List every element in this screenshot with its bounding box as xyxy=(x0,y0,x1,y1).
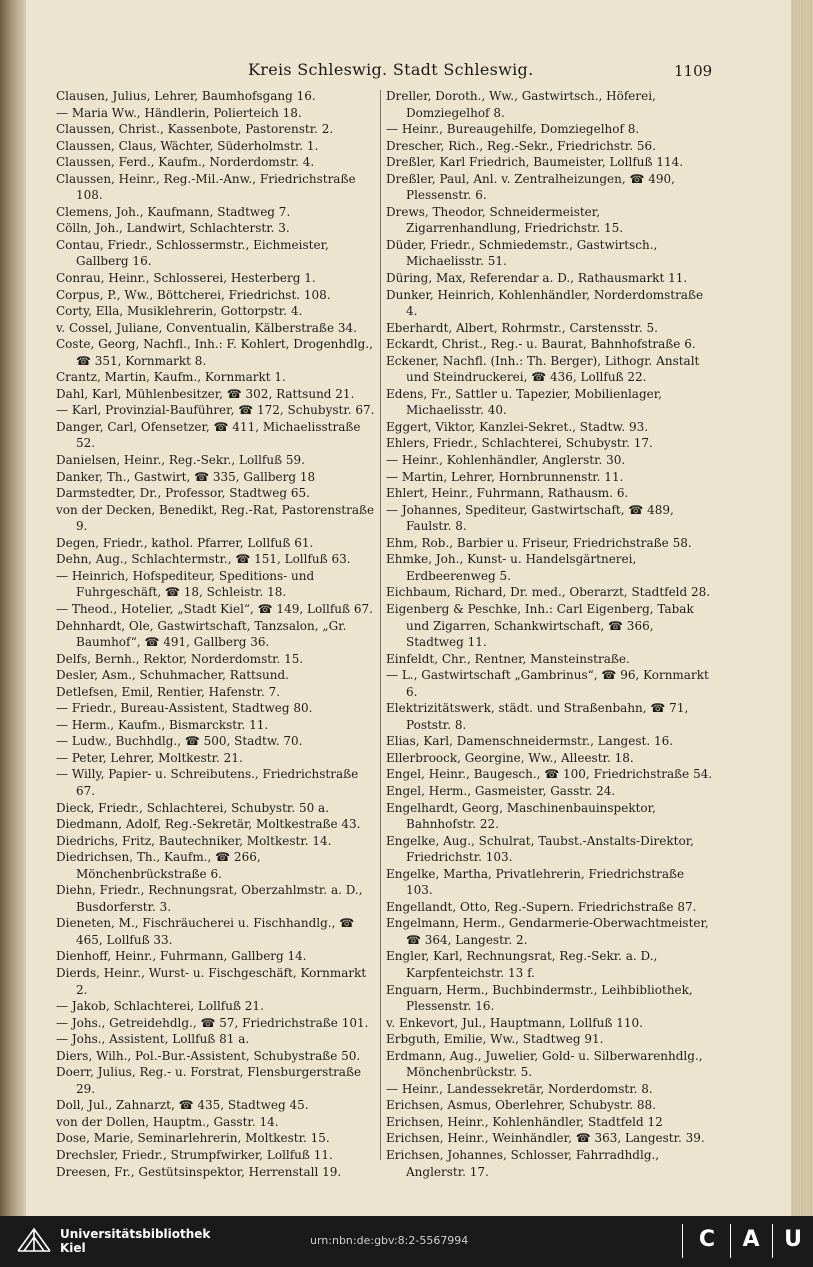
directory-entry: Eigenberg & Peschke, Inh.: Carl Eigenberg, Tabak und Zigarren, Schankwirtschaft, ☎ 366, Stadtweg 11. xyxy=(386,601,694,650)
directory-entry: Dreßler, Paul, Anl. v. Zentralheizungen, ☎ 490, Plessenstr. 6. xyxy=(386,171,675,203)
page-edges xyxy=(791,0,813,1216)
directory-entry: Dahl, Karl, Mühlenbesitzer, ☎ 302, Rattsund 21. xyxy=(56,386,355,401)
directory-entry: Corpus, P., Ww., Böttcherei, Friedrichst. 108. xyxy=(56,287,331,302)
directory-entry: Diers, Wilh., Pol.-Bur.-Assistent, Schubystraße 50. xyxy=(56,1048,361,1063)
directory-entry: — L., Gastwirtschaft „Gambrinus“, ☎ 96, Kornmarkt 6. xyxy=(386,668,709,699)
directory-entry: Elektrizitätswerk, städt. und Straßenbahn, ☎ 71, Poststr. 8. xyxy=(386,701,689,732)
directory-entry: Degen, Friedr., kathol. Pfarrer, Lollfuß 61. xyxy=(56,535,314,550)
directory-entry: Engler, Karl, Rechnungsrat, Reg.-Sekr. a. D., Karpfenteichstr. 13 f. xyxy=(386,949,658,980)
header-title: Kreis Schleswig. Stadt Schleswig. xyxy=(248,60,534,79)
directory-entry: Engelmann, Herm., Gendarmerie-Oberwachtmeister, ☎ 364, Langestr. 2. xyxy=(386,916,709,947)
directory-entry: Dienhoff, Heinr., Fuhrmann, Gallberg 14. xyxy=(56,949,307,964)
directory-entry: — Heinr., Landessekretär, Norderdomstr. 8. xyxy=(386,1081,653,1096)
directory-entry: Clausen, Julius, Lehrer, Baumhofsgang 16. xyxy=(56,89,316,103)
directory-entry: Düder, Friedr., Schmiedemstr., Gastwirtsch., Michaelisstr. 51. xyxy=(386,237,658,269)
directory-entry: — Heinrich, Hofspediteur, Speditions- und Fuhrgeschäft, ☎ 18, Schleistr. 18. xyxy=(56,568,315,600)
directory-entry: Corty, Ella, Musiklehrerin, Gottorpstr. 4. xyxy=(56,304,303,319)
directory-entry: von der Decken, Benedikt, Reg.-Rat, Pastorenstraße 9. xyxy=(56,502,375,534)
directory-entry: Diehn, Friedr., Rechnungsrat, Oberzahlmstr. a. D., Busdorferstr. 3. xyxy=(56,883,363,914)
directory-entry: Detlefsen, Emil, Rentier, Hafenstr. 7. xyxy=(56,684,281,699)
directory-entry: Dieck, Friedr., Schlachterei, Schubystr. 50 a. xyxy=(56,800,330,815)
directory-entry: Dunker, Heinrich, Kohlenhändler, Norderdomstraße 4. xyxy=(386,287,704,319)
directory-entry: — Johannes, Spediteur, Gastwirtschaft, ☎ 489, Faulstr. 8. xyxy=(386,502,674,534)
directory-entry: Engelke, Aug., Schulrat, Taubst.-Anstalts-Direktor, Friedrichstr. 103. xyxy=(386,833,694,865)
directory-entry: Eichbaum, Richard, Dr. med., Oberarzt, Stadtfeld 28. xyxy=(386,585,711,600)
university-library-logo-icon xyxy=(16,1225,52,1255)
directory-entry: Ellerbroock, Georgine, Ww., Alleestr. 18. xyxy=(386,750,634,765)
directory-entry: Eggert, Viktor, Kanzlei-Sekret., Stadtw. 93. xyxy=(386,419,649,434)
cau-logo[interactable] xyxy=(680,1216,813,1267)
directory-entry: Engellandt, Otto, Reg.-Supern. Friedrichstraße 87. xyxy=(386,899,697,914)
directory-entry: Dose, Marie, Seminarlehrerin, Moltkestr. 15. xyxy=(56,1131,330,1146)
directory-entry: Elias, Karl, Damenschneidermstr., Langest. 16. xyxy=(386,734,674,749)
directory-entry: — Jakob, Schlachterei, Lollfuß 21. xyxy=(56,999,264,1014)
directory-entry: Danger, Carl, Ofensetzer, ☎ 411, Michaelisstraße 52. xyxy=(56,419,361,451)
directory-entry: Ehlers, Friedr., Schlachterei, Schubystr. 17. xyxy=(386,436,653,451)
directory-entry: Diedmann, Adolf, Reg.-Sekretär, Moltkestraße 43. xyxy=(56,817,361,832)
directory-entry: Clemens, Joh., Kaufmann, Stadtweg 7. xyxy=(56,204,291,219)
directory-entry: Doerr, Julius, Reg.- u. Forstrat, Flensburgerstraße 29. xyxy=(56,1065,362,1096)
directory-entry: Conrau, Heinr., Schlosserei, Hesterberg 1. xyxy=(56,271,316,286)
directory-entry: Danielsen, Heinr., Reg.-Sekr., Lollfuß 59. xyxy=(56,453,305,468)
directory-entry: Contau, Friedr., Schlossermstr., Eichmeister, Gallberg 16. xyxy=(56,237,329,269)
directory-entry: Dehn, Aug., Schlachtermstr., ☎ 151, Lollfuß 63. xyxy=(56,552,351,567)
directory-entry: Claussen, Claus, Wächter, Süderholmstr. 1. xyxy=(56,138,319,153)
directory-entry: Coste, Georg, Nachfl., Inh.: F. Kohlert, Drogenhdlg., ☎ 351, Kornmarkt 8. xyxy=(56,337,373,368)
directory-entry: Dieneten, M., Fischräucherei u. Fischhandlg., ☎ 465, Lollfuß 33. xyxy=(56,916,355,947)
directory-entry: — Friedr., Bureau-Assistent, Stadtweg 80. xyxy=(56,701,313,716)
directory-entry: Delfs, Bernh., Rektor, Norderdomstr. 15. xyxy=(56,651,304,666)
book-binding xyxy=(0,0,26,1216)
directory-entry: Claussen, Heinr., Reg.-Mil.-Anw., Friedrichstraße 108. xyxy=(56,171,356,203)
directory-entry: Claussen, Christ., Kassenbote, Pastorenstr. 2. xyxy=(56,122,334,137)
directory-entry: Diedrichs, Fritz, Bautechniker, Moltkestr. 14. xyxy=(56,833,332,848)
directory-entry: Diedrichsen, Th., Kaufm., ☎ 266, Mönchenbrückstraße 6. xyxy=(56,850,261,881)
directory-entry: Ehlert, Heinr., Fuhrmann, Rathausm. 6. xyxy=(386,486,629,501)
logo-separator xyxy=(682,1224,683,1258)
directory-entry: Erbguth, Emilie, Ww., Stadtweg 91. xyxy=(386,1032,604,1047)
urn-identifier: urn:nbn:de:gbv:8:2-5567994 xyxy=(310,1234,469,1247)
library-name-line1: Universitätsbibliothek xyxy=(60,1227,211,1241)
directory-entry: v. Cossel, Juliane, Conventualin, Kälberstraße 34. xyxy=(56,320,357,335)
directory-entry: Eberhardt, Albert, Rohrmstr., Carstensstr. 5. xyxy=(386,320,658,335)
directory-entry: — Heinr., Kohlenhändler, Anglerstr. 30. xyxy=(386,453,626,468)
cau-letter-c: C xyxy=(698,1227,716,1252)
directory-entry: — Herm., Kaufm., Bismarckstr. 11. xyxy=(56,717,269,732)
directory-entry: Engel, Herm., Gasmeister, Gasstr. 24. xyxy=(386,783,616,798)
directory-entry: Erichsen, Asmus, Oberlehrer, Schubystr. 88. xyxy=(386,1098,656,1113)
directory-entry: — Heinr., Bureaugehilfe, Domziegelhof 8. xyxy=(386,122,640,137)
directory-entry: — Johs., Getreidehdlg., ☎ 57, Friedrichstraße 101. xyxy=(56,1015,369,1030)
directory-entry: — Martin, Lehrer, Hornbrunnenstr. 11. xyxy=(386,469,624,484)
cau-letter-u: U xyxy=(784,1227,802,1252)
directory-entry: Doll, Jul., Zahnarzt, ☎ 435, Stadtweg 45. xyxy=(56,1098,309,1113)
directory-entry: — Peter, Lehrer, Moltkestr. 21. xyxy=(56,750,243,765)
directory-entry: v. Enkevort, Jul., Hauptmann, Lollfuß 110. xyxy=(386,1015,643,1030)
column-divider xyxy=(380,90,381,1160)
library-name-line2: Kiel xyxy=(60,1241,86,1255)
directory-entry: — Ludw., Buchhdlg., ☎ 500, Stadtw. 70. xyxy=(56,734,303,749)
directory-entry: Dreesen, Fr., Gestütsinspektor, Herrenstall 19. xyxy=(56,1164,342,1179)
directory-entry: Erdmann, Aug., Juwelier, Gold- u. Silberwarenhdlg., Mönchenbrückstr. 5. xyxy=(386,1048,703,1080)
logo-separator xyxy=(730,1224,731,1258)
directory-entry: Ehmke, Joh., Kunst- u. Handelsgärtnerei, Erdbeerenweg 5. xyxy=(386,552,637,583)
running-header xyxy=(0,60,790,84)
directory-entry: Engel, Heinr., Baugesch., ☎ 100, Friedrichstraße 54. xyxy=(386,767,713,782)
directory-entry: Ehm, Rob., Barbier u. Friseur, Friedrichstraße 58. xyxy=(386,535,692,550)
directory-entry: Darmstedter, Dr., Professor, Stadtweg 65. xyxy=(56,486,310,501)
directory-entry: Desler, Asm., Schuhmacher, Rattsund. xyxy=(56,668,289,683)
directory-entry: Erichsen, Johannes, Schlosser, Fahrradhdlg., Anglerstr. 17. xyxy=(386,1148,660,1179)
directory-entry: Düring, Max, Referendar a. D., Rathausmarkt 11. xyxy=(386,271,688,286)
directory-entry: Eckener, Nachfl. (Inh.: Th. Berger), Lithogr. Anstalt und Steindruckerei, ☎ 436, Lollfuß 22. xyxy=(386,353,700,385)
directory-entry: Dierds, Heinr., Wurst- u. Fischgeschäft, Kornmarkt 2. xyxy=(56,965,367,997)
directory-entry: — Maria Ww., Händlerin, Polierteich 18. xyxy=(56,105,302,120)
directory-entry: — Karl, Provinzial-Bauführer, ☎ 172, Schubystr. 67. xyxy=(56,403,375,418)
directory-entry: Crantz, Martin, Kaufm., Kornmarkt 1. xyxy=(56,370,286,385)
directory-entry: Eckardt, Christ., Reg.- u. Baurat, Bahnhofstraße 6. xyxy=(386,337,696,352)
directory-entry: — Willy, Papier- u. Schreibutens., Friedrichstraße 67. xyxy=(56,767,359,798)
right-column xyxy=(386,88,713,1180)
viewer-footer xyxy=(0,1216,813,1267)
left-column xyxy=(56,88,376,1180)
directory-entry: — Johs., Assistent, Lollfuß 81 a. xyxy=(56,1032,250,1047)
library-name[interactable] xyxy=(60,1227,210,1255)
directory-entry: von der Dollen, Hauptm., Gasstr. 14. xyxy=(56,1114,279,1129)
directory-entry: Drechsler, Friedr., Strumpfwirker, Lollfuß 11. xyxy=(56,1148,333,1162)
directory-entry: Dreßler, Karl Friedrich, Baumeister, Lollfuß 114. xyxy=(386,155,684,170)
directory-entry: Engelke, Martha, Privatlehrerin, Friedrichstraße 103. xyxy=(386,866,685,898)
directory-entry: Enguarn, Herm., Buchbindermstr., Leihbibliothek, Plessenstr. 16. xyxy=(386,982,693,1014)
cau-letter-a: A xyxy=(742,1227,760,1252)
directory-entry: Erichsen, Heinr., Kohlenhändler, Stadtfeld 12 xyxy=(386,1114,663,1129)
directory-entry: Dehnhardt, Ole, Gastwirtschaft, Tanzsalon, „Gr. Baumhof“, ☎ 491, Gallberg 36. xyxy=(56,618,347,650)
logo-separator xyxy=(772,1224,773,1258)
directory-entry: — Theod., Hotelier, „Stadt Kiel“, ☎ 149, Lollfuß 67. xyxy=(56,601,373,616)
directory-entry: Drews, Theodor, Schneidermeister, Zigarrenhandlung, Friedrichstr. 15. xyxy=(386,204,624,236)
directory-entry: Erichsen, Heinr., Weinhändler, ☎ 363, Langestr. 39. xyxy=(386,1131,705,1146)
directory-entry: Cölln, Joh., Landwirt, Schlachterstr. 3. xyxy=(56,221,290,236)
directory-entry: Dreller, Doroth., Ww., Gastwirtsch., Höferei, Domziegelhof 8. xyxy=(386,89,656,120)
directory-entry: Einfeldt, Chr., Rentner, Mansteinstraße. xyxy=(386,651,630,666)
directory-entry: Edens, Fr., Sattler u. Tapezier, Mobilienlager, Michaelisstr. 40. xyxy=(386,386,662,418)
directory-entry: Engelhardt, Georg, Maschinenbauinspektor, Bahnhofstr. 22. xyxy=(386,800,656,832)
directory-entry: Danker, Th., Gastwirt, ☎ 335, Gallberg 18 xyxy=(56,469,316,484)
page-number: 1109 xyxy=(674,62,713,80)
directory-entry: Claussen, Ferd., Kaufm., Norderdomstr. 4. xyxy=(56,155,315,170)
directory-entry: Drescher, Rich., Reg.-Sekr., Friedrichstr. 56. xyxy=(386,138,656,153)
